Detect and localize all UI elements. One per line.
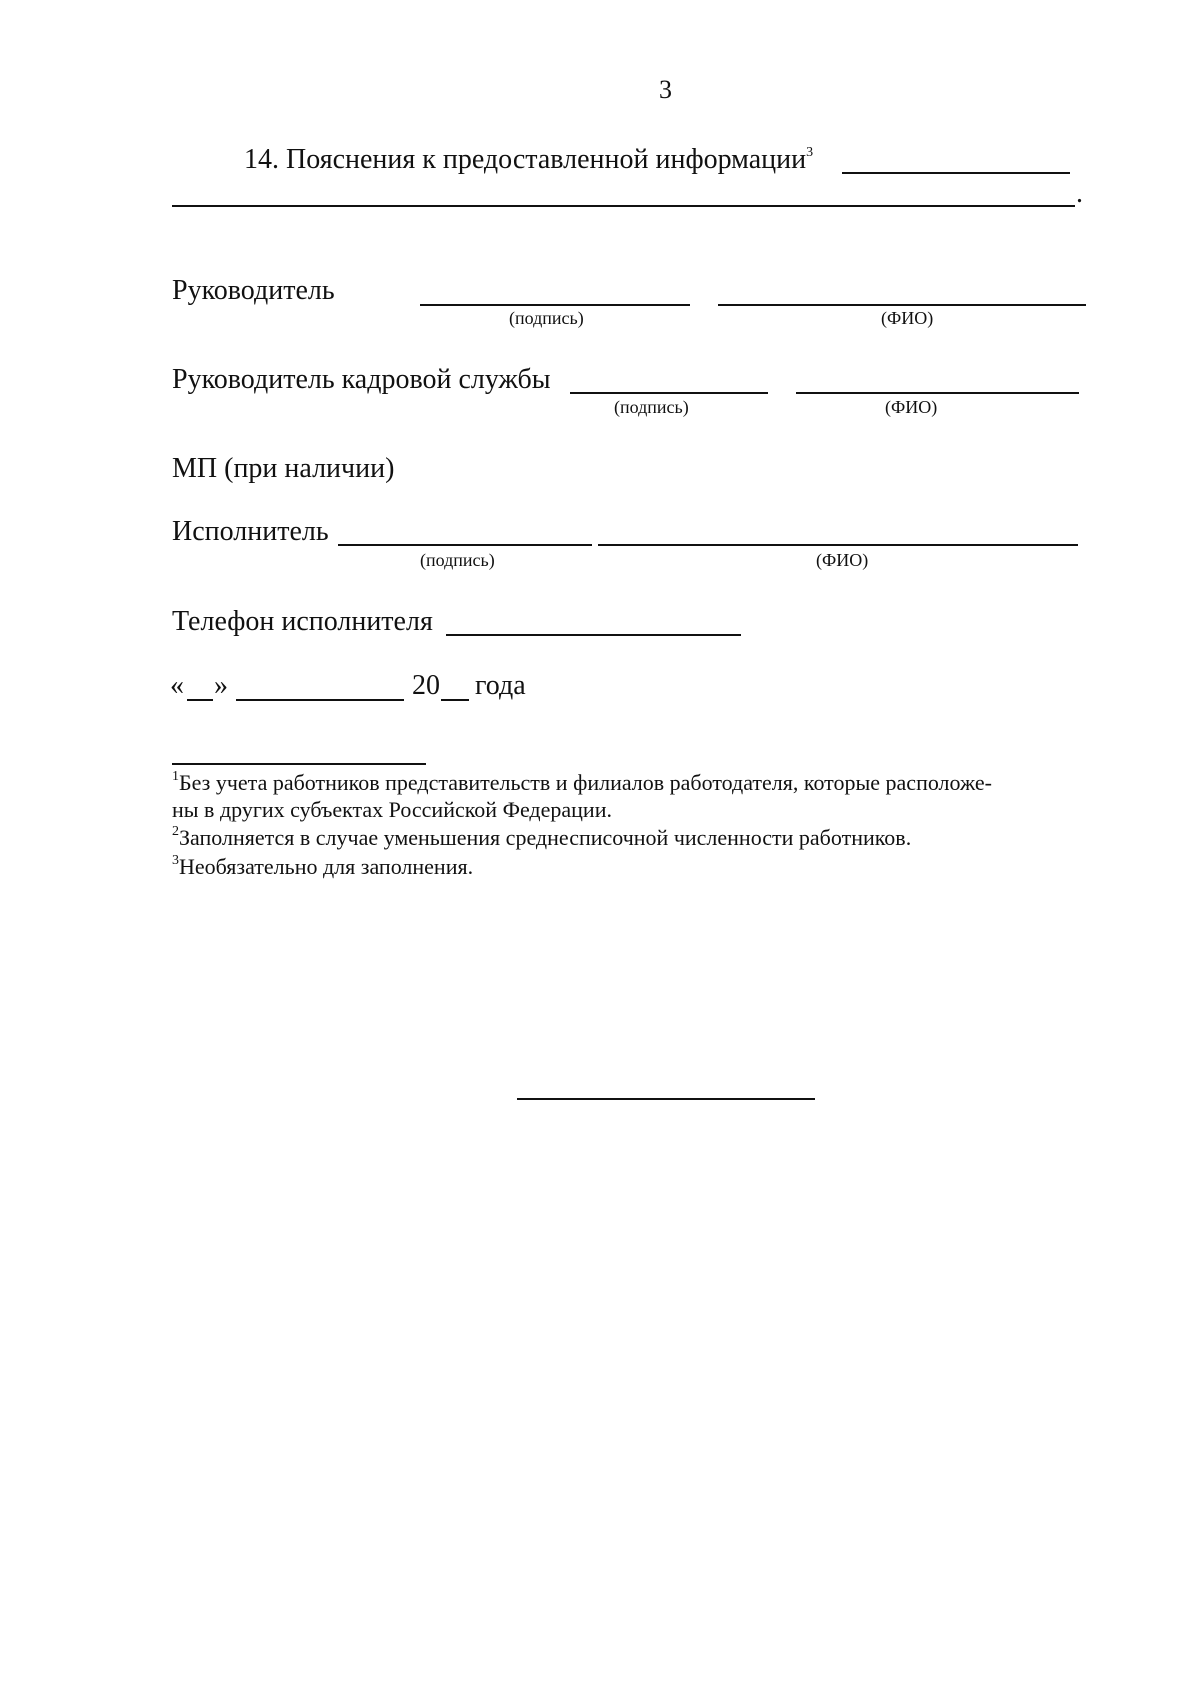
date-close-quote: » xyxy=(214,670,228,701)
page-number: 3 xyxy=(659,75,672,104)
executor-name-caption: (ФИО) xyxy=(816,550,869,570)
stamp-place-label: МП (при наличии) xyxy=(172,453,395,484)
footnote-1-number: 1 xyxy=(172,768,179,784)
executor-signature-line[interactable] xyxy=(338,544,592,546)
executor-name-line[interactable] xyxy=(598,544,1078,546)
footnote-2 xyxy=(172,825,911,851)
date-day-line[interactable] xyxy=(187,699,213,701)
item-14-end-mark: . xyxy=(1076,178,1083,209)
head-signature-line[interactable] xyxy=(420,304,690,306)
head-name-caption: (ФИО) xyxy=(881,308,934,328)
footnote-3-text: Необязательно для заполнения. xyxy=(179,854,474,879)
footnote-ref-3: 3 xyxy=(806,144,814,160)
date-year-word: года xyxy=(475,670,526,701)
footnote-1-continuation: ны в других субъектах Российской Федерации. xyxy=(172,797,612,822)
footnote-2-text: Заполняется в случае уменьшения среднесписочной численности работников. xyxy=(179,825,912,850)
date-month-line[interactable] xyxy=(236,699,404,701)
executor-label: Исполнитель xyxy=(172,516,329,547)
date-year-line[interactable] xyxy=(441,699,469,701)
hr-head-signature-caption: (подпись) xyxy=(614,397,689,417)
item-14-input-line-2[interactable] xyxy=(172,205,1075,207)
executor-phone-label: Телефон исполнителя xyxy=(172,606,433,637)
executor-signature-caption: (подпись) xyxy=(420,550,495,570)
item-14-title xyxy=(244,144,813,176)
item-14-input-line-1[interactable] xyxy=(842,172,1070,174)
footnote-separator xyxy=(172,763,426,765)
footnote-2-number: 2 xyxy=(172,823,179,839)
document-end-line xyxy=(517,1098,815,1100)
head-label: Руководитель xyxy=(172,275,335,306)
executor-phone-line[interactable] xyxy=(446,634,741,636)
hr-head-signature-line[interactable] xyxy=(570,392,768,394)
footnote-3-number: 3 xyxy=(172,852,179,868)
date-open-quote: « xyxy=(170,670,184,701)
footnote-1-text: Без учета работников представительств и филиалов работодателя, которые расположе- xyxy=(179,770,992,795)
item-14-label: 14. Пояснения к предоставленной информации xyxy=(244,144,807,175)
footnote-1 xyxy=(172,770,992,796)
date-year-prefix: 20 xyxy=(412,670,440,701)
hr-head-name-line[interactable] xyxy=(796,392,1079,394)
hr-head-name-caption: (ФИО) xyxy=(885,397,938,417)
hr-head-label: Руководитель кадровой службы xyxy=(172,364,551,395)
footnote-3 xyxy=(172,854,473,880)
head-signature-caption: (подпись) xyxy=(509,308,584,328)
head-name-line[interactable] xyxy=(718,304,1086,306)
